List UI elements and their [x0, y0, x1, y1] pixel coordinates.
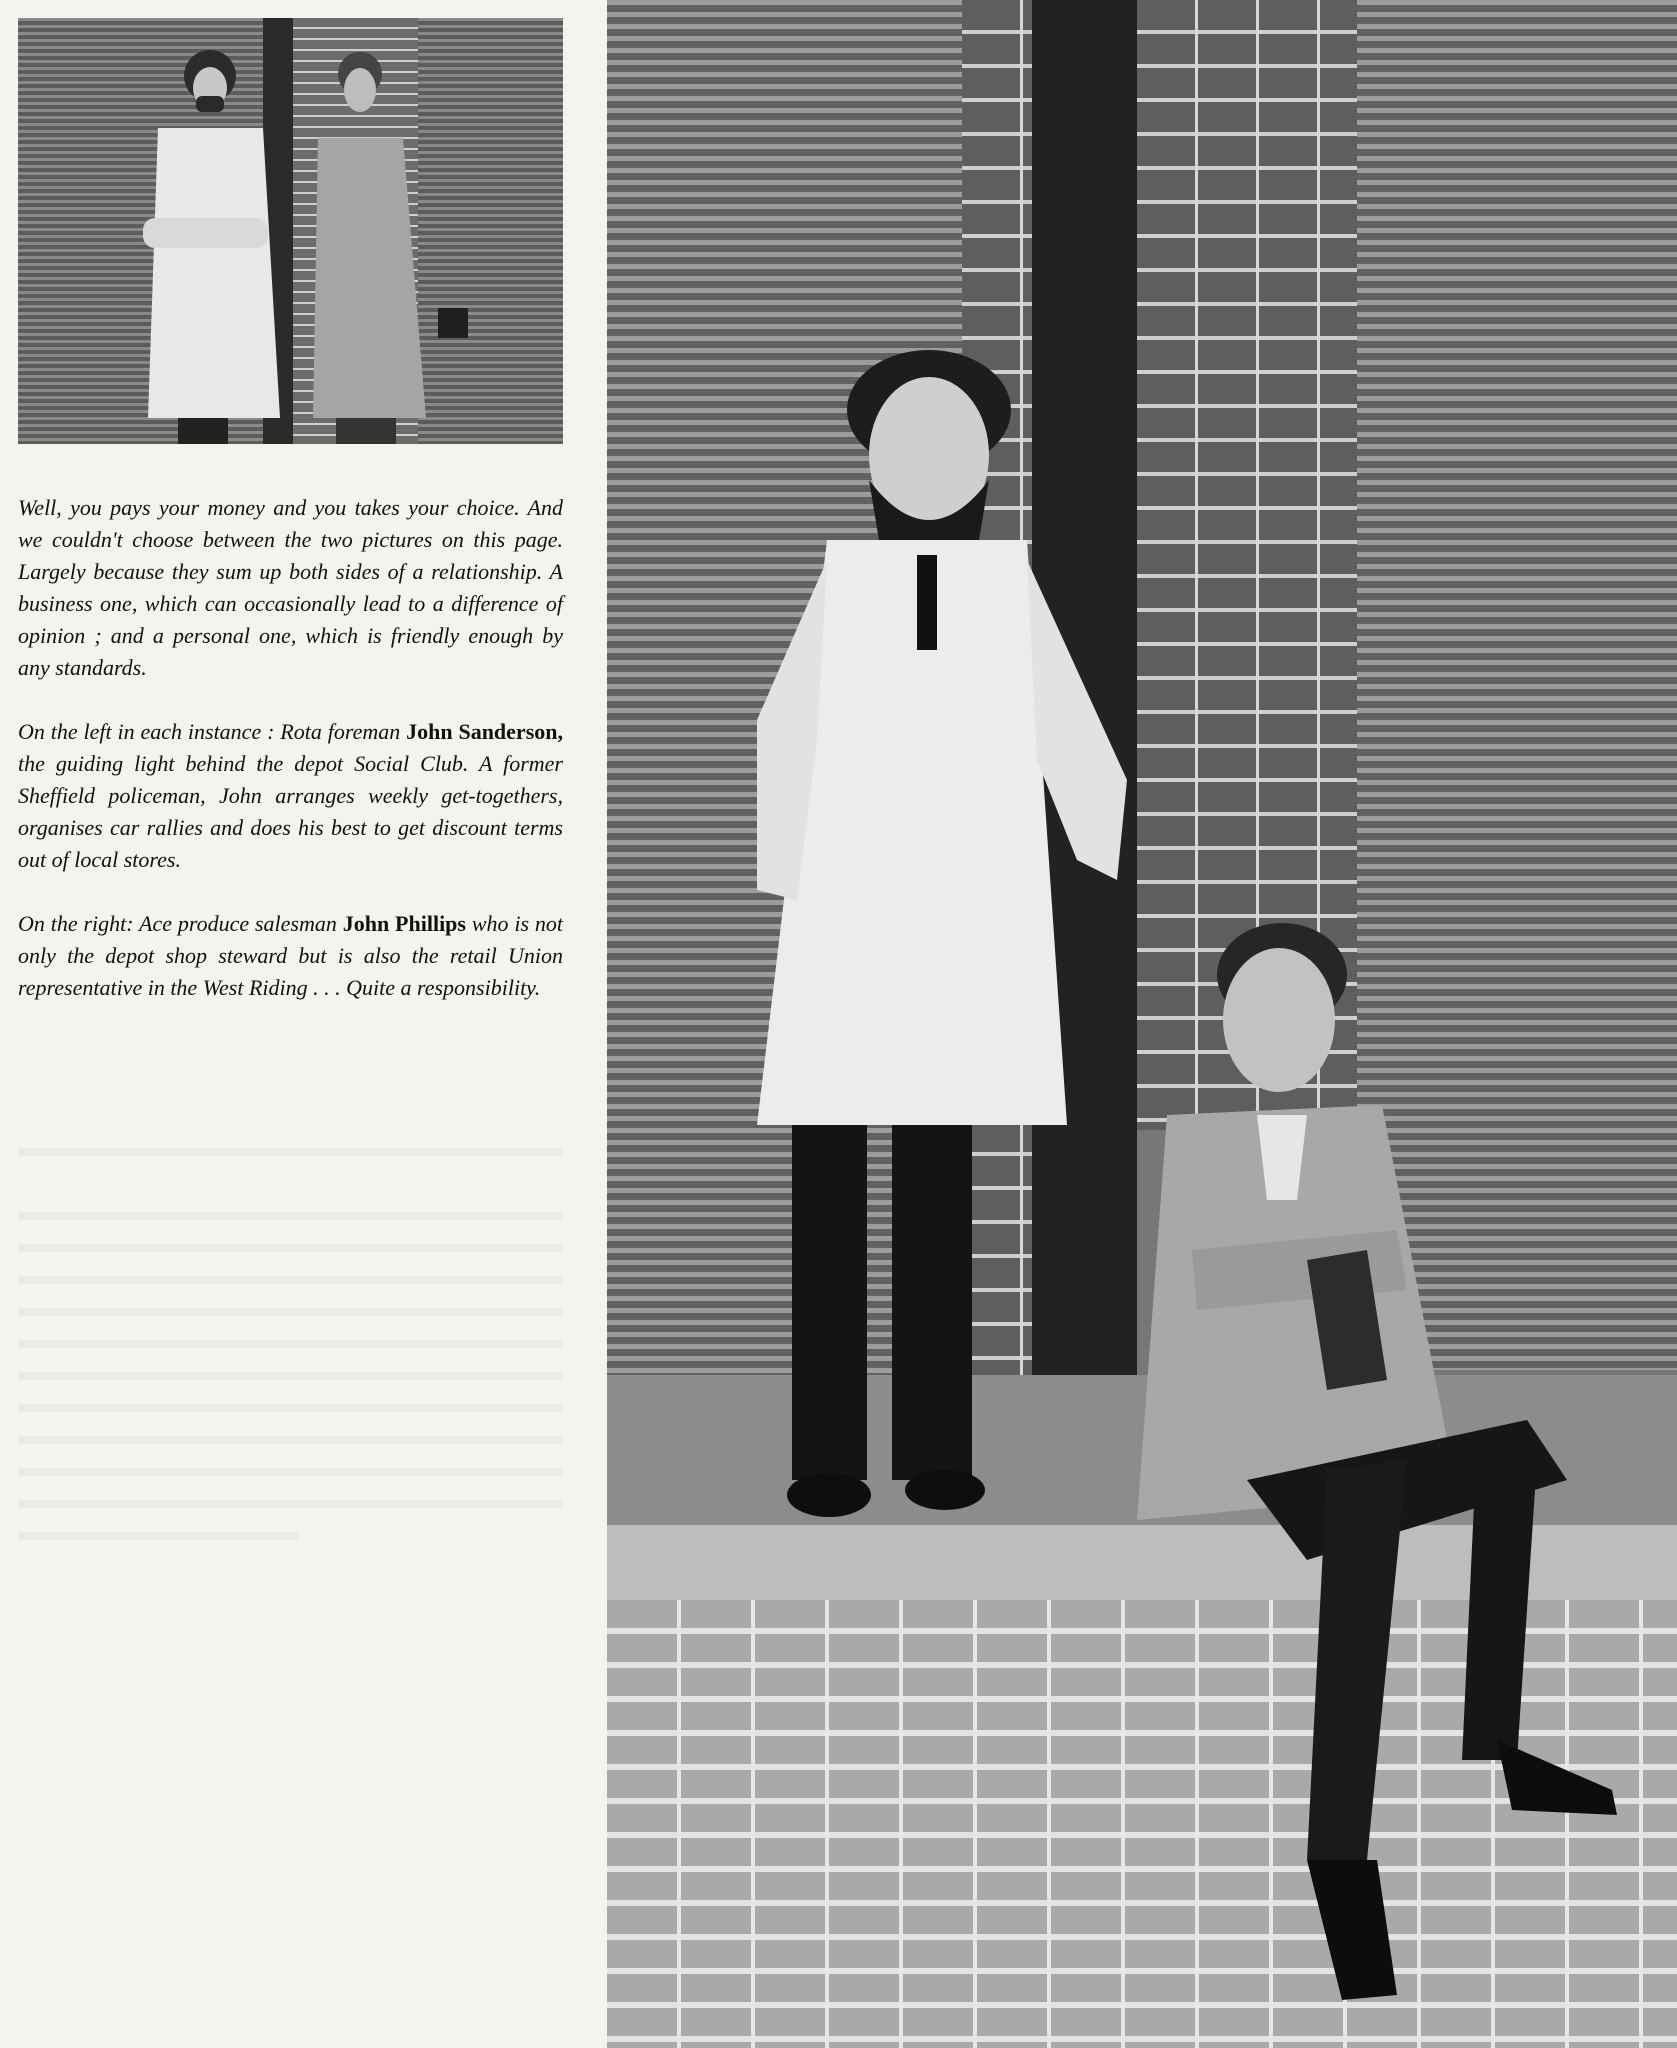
phillips-name: John Phillips	[342, 911, 466, 936]
sanderson-paragraph	[18, 716, 563, 876]
show-through-line	[18, 1372, 563, 1380]
article-text	[18, 492, 563, 1036]
sanderson-name: John Sanderson,	[406, 719, 563, 744]
show-through-line	[18, 1244, 563, 1252]
show-through-line	[18, 1436, 563, 1444]
show-through-line	[18, 1532, 298, 1540]
small-photo-two-men-standing	[18, 18, 563, 444]
show-through-line	[18, 1500, 563, 1508]
phillips-text: who is not only the depot shop steward but is also the retail Union representative in the West Riding . . . Quite a responsibility.	[18, 911, 564, 1000]
show-through-line	[18, 1340, 563, 1348]
phillips-intro: On the right: Ace produce salesman	[18, 911, 343, 936]
show-through-line	[18, 1148, 563, 1156]
phillips-paragraph	[18, 908, 563, 1004]
show-through-line	[18, 1468, 563, 1476]
show-through-line	[18, 1404, 563, 1412]
intro-paragraph: Well, you pays your money and you takes your choice. And we couldn't choose between the two pictures on this page. Largely because they sum up both sides of a relationship. A business one, which can occasionally lead to a difference of opinion ; and a personal one, which is friendly enough by any standards.	[18, 495, 563, 680]
standing-figures-illustration	[18, 18, 563, 444]
sanderson-text: the guiding light behind the depot Social Club. A former Sheffield policeman, John arranges weekly get-togethers, organises car rallies and does his best to get discount terms out of local stores.	[18, 751, 563, 872]
sanderson-intro: On the left in each instance : Rota foreman	[18, 719, 407, 744]
figures-illustration	[607, 0, 1677, 2048]
show-through-line	[18, 1276, 563, 1284]
show-through-line	[18, 1308, 563, 1316]
large-photo-two-men-smiling	[607, 0, 1677, 2048]
show-through-line	[18, 1212, 563, 1220]
